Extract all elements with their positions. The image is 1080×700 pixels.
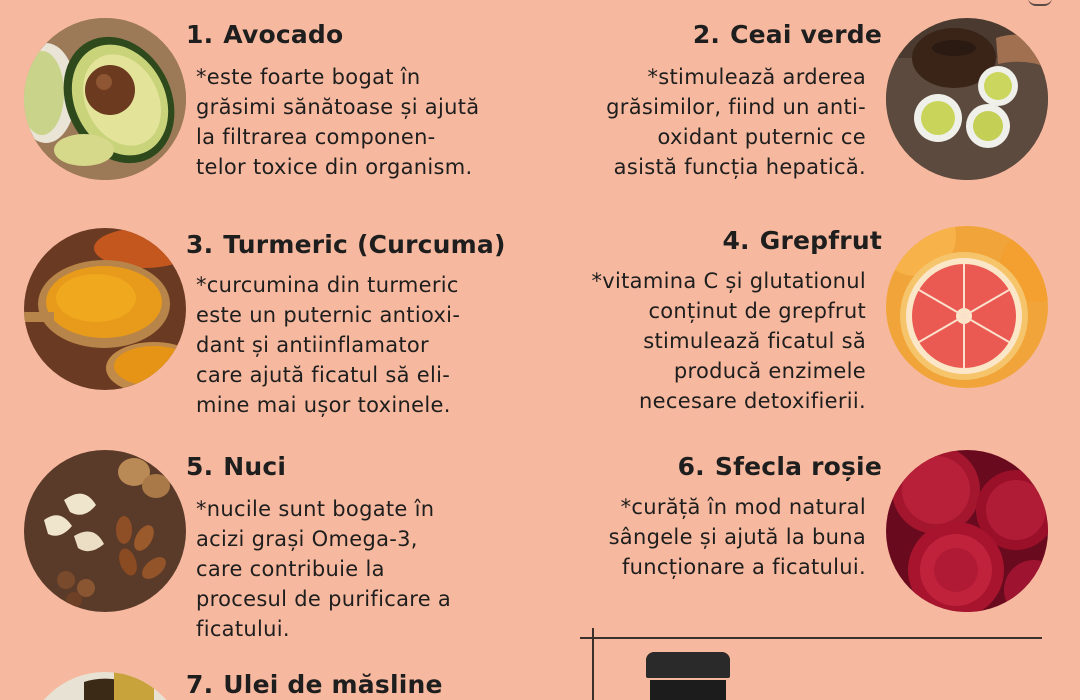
description-line: la filtrarea componen- — [196, 125, 436, 149]
description-line: *nucile sunt bogate în — [196, 497, 435, 521]
top-decoration — [1028, 0, 1052, 6]
item-description — [606, 62, 866, 182]
description-line: sângele și ajută la buna — [608, 525, 866, 549]
description-line: necesare detoxifierii. — [639, 389, 866, 413]
item-title: 3. Turmeric (Curcuma) — [186, 230, 506, 259]
item-title: 6. Sfecla roșie — [677, 452, 882, 481]
description-line: conținut de grepfrut — [648, 299, 866, 323]
description-line: procesul de purificare a — [196, 587, 452, 611]
green-tea-photo — [886, 18, 1048, 180]
grapefruit-photo — [886, 226, 1048, 388]
divider-line — [580, 637, 1042, 639]
item-title: 1. Avocado — [186, 20, 344, 49]
item-title: 2. Ceai verde — [692, 20, 882, 49]
description-line: dant și antiinflamator — [196, 333, 429, 357]
item-title: 5. Nuci — [186, 452, 287, 481]
item-description — [196, 494, 451, 644]
nuts-photo — [24, 450, 186, 612]
item-description — [609, 492, 866, 582]
description-line: grăsimilor, fiind un anti- — [606, 95, 866, 119]
description-line: producă enzimele — [673, 359, 866, 383]
product-jar-image — [646, 652, 730, 700]
description-line: oxidant puternic ce — [657, 125, 866, 149]
description-line: grăsimi sănătoase și ajută — [196, 95, 480, 119]
description-line: *este foarte bogat în — [196, 65, 421, 89]
description-line: stimulează ficatul să — [643, 329, 866, 353]
description-line: care ajută ficatul să eli- — [196, 363, 451, 387]
item-title: 4. Grepfrut — [722, 226, 882, 255]
item-title: 7. Ulei de măsline — [186, 670, 443, 699]
jar-lid — [646, 652, 730, 678]
item-description — [591, 266, 866, 416]
description-line: telor toxice din organism. — [196, 155, 473, 179]
description-line: *curăță în mod natural — [620, 495, 866, 519]
description-line: mine mai ușor toxinele. — [196, 393, 451, 417]
item-description — [196, 270, 460, 420]
olive-oil-photo — [24, 672, 186, 700]
jar-body — [650, 680, 726, 700]
turmeric-photo — [24, 228, 186, 390]
description-line: acizi grași Omega-3, — [196, 527, 418, 551]
description-line: *vitamina C și glutationul — [591, 269, 866, 293]
item-description — [196, 62, 479, 182]
divider-line — [592, 628, 594, 700]
beetroot-photo — [886, 450, 1048, 612]
description-line: *curcumina din turmeric — [196, 273, 459, 297]
description-line: asistă funcția hepatică. — [613, 155, 866, 179]
description-line: funcționare a ficatului. — [621, 555, 866, 579]
description-line: este un puternic antioxi- — [196, 303, 461, 327]
description-line: care contribuie la — [196, 557, 385, 581]
description-line: ficatului. — [196, 617, 290, 641]
avocado-photo — [24, 18, 186, 180]
description-line: *stimulează arderea — [647, 65, 866, 89]
